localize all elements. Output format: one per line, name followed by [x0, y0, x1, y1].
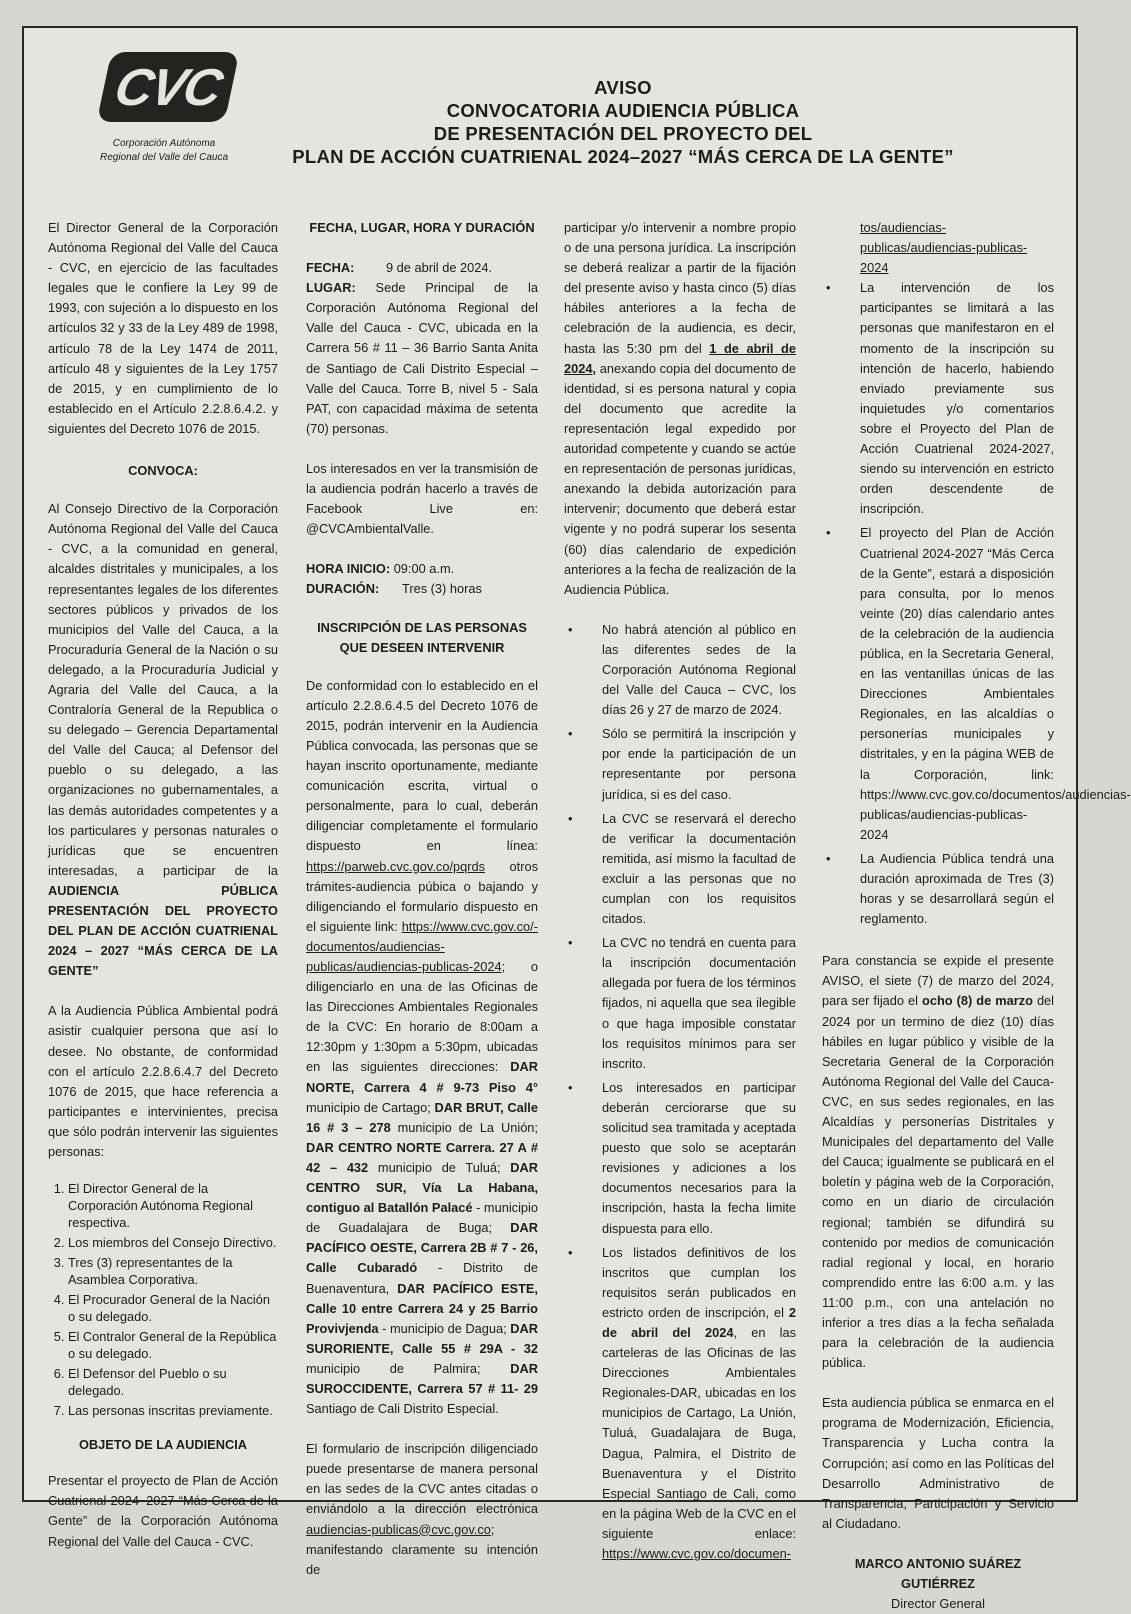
signatory-name: MARCO ANTONIO SUÁREZ GUTIÉRREZ — [854, 1555, 1022, 1591]
constancia-text: Para constancia se expide el presente AVISO, el siete (7) de marzo del 2024, para ser fijado el — [822, 953, 1054, 1009]
insc-text-3: ; o diligenciarlo en una de las Oficinas de las Direcciones Ambientales Regionales de la CVC: En horario de 8:00am a 12:30pm y 1:30pm a 5:30pm, ubicadas en las siguientes direcciones: — [306, 959, 538, 1075]
column-1 — [48, 218, 278, 1552]
column-4 — [822, 218, 1131, 1614]
convoca-heading: CONVOCA: — [128, 463, 198, 479]
convoca-paragraph — [48, 499, 278, 981]
insc-text-1: De conformidad con lo establecido en el artículo 2.2.8.6.4.5 del Decreto 1076 de 2015, podrán intervenir en la Audiencia Pública convocada, las personas que se hayan inscrito oportunamente, mediante comunicación escrita, virtual o personalmente, para lo cual, deberán diligenciar completamente el formulario dispuesto en línea: — [306, 677, 538, 854]
convoca-bold-text: AUDIENCIA PÚBLICA PRESENTACIÓN DEL PROYECTO DEL PLAN DE ACCIÓN CUATRIENAL 2024 – 2027 “MÁS CERCA DE LA GENTE” — [48, 882, 278, 979]
formulario-text: El formulario de inscripción diligenciado puede presentarse de manera personal en las sedes de la CVC antes citadas o enviándolo a la dirección electrónica — [306, 1441, 538, 1517]
participation-list — [822, 278, 1131, 929]
logo-line-2: Regional del Valle del Cauca — [99, 152, 229, 163]
header-line-3: DE PRESENTACIÓN DEL PROYECTO DEL — [433, 123, 813, 144]
column-3 — [564, 218, 796, 1568]
deadline-date: 1 de abril de 2024, — [564, 340, 796, 376]
objeto-paragraph: Presentar el proyecto de Plan de Acción Cuatrienal 2024–2027 “Más Cerca de la Gente” de la Corporación Autónoma Regional del Valle del Cauca - CVC. — [48, 1473, 278, 1549]
cvc-logo — [84, 52, 244, 174]
lugar-label: LUGAR: — [306, 280, 356, 296]
convoca-text: Al Consejo Directivo de la Corporación Autónoma Regional del Valle del Cauca - CVC, a la comunidad en general, alcaldes distritales y municipales, a los representantes legales de los diferentes sectores públicos y privados de los municipios del Valle del Cauca, a la Procuraduría General de la Nación o su delegado, a la Procuraduría Judicial y Agraria del Valle del Cauca, a la Contraloría General de la Republica o su delegado – Gerencia Departamental del Valle del Cauca; al Defensor del pueblo o su delegado, a las organizaciones no gubernamentales, a las demás autoridades competentes y a los particulares y personas naturales o jurídicas que se encuentren interesadas, a participar de la — [48, 501, 278, 878]
lugar-paragraph — [306, 278, 538, 439]
asistir-paragraph: A la Audiencia Pública Ambiental podrá asistir cualquier persona que así lo desee. No obstante, de conformidad con el artículo 2.2.8.6.4.7 del Decreto 1076 de 2015, que hace referencia a participantes e intervinientes, precisa que sólo podrán intervenir las siguientes personas: — [48, 1003, 278, 1160]
listados-date: 2 de abril del 2024 — [602, 1304, 796, 1340]
dar-suroccidente-city: Santiago de Cali Distrito Especial. — [306, 1401, 499, 1417]
logo-mark-text: CVC — [109, 59, 226, 117]
header-line-4: PLAN DE ACCIÓN CUATRIENAL 2024–2027 “MÁS CERCA DE LA GENTE” — [292, 146, 954, 167]
duracion-value: Tres (3) horas — [402, 581, 482, 597]
list-item: • No habrá atención al público en las diferentes sedes de la Corporación Autónoma Regional del Valle del Cauca – CVC, los días 26 y 27 de marzo de 2024. — [564, 620, 796, 720]
dar-pacifico-oeste-city: - Distrito de Buenaventura, — [306, 1260, 538, 1296]
fecha-row — [306, 258, 538, 278]
list-item: • Los interesados en participar deberán cerciorarse que su solicitud sea tramitada y aceptada puesto que solo se aceptarán revisiones y adiciones a los documentos necesarios para la inscripción, hasta la fecha limite dispuesta para ello. — [564, 1078, 796, 1239]
list-item: 5. El Contralor General de la República o su delegado. — [68, 1328, 278, 1362]
list-item — [564, 1243, 796, 1565]
formulario-text-2: ; manifestando claramente su intención de — [306, 1521, 538, 1577]
audiencias-link[interactable]: https://www.cvc.gov.co/-documentos/audiencias-publicas/audiencias-publicas-2024 — [306, 918, 538, 974]
dar-centro-norte-city: municipio de Tuluá; — [368, 1159, 511, 1175]
list-item: 1. El Director General de la Corporación Autónoma Regional respectiva. — [68, 1180, 278, 1231]
hora-label: HORA INICIO: — [306, 561, 391, 577]
link-continuation[interactable]: tos/audiencias-publicas/audiencias-publicas-2024 — [860, 220, 1028, 276]
constancia-paragraph — [822, 951, 1054, 1373]
constancia-text-2: del 2024 por un termino de diez (10) días hábiles en lugar público y visible de la Secretaria General de la Corporación Autónoma Regional del Valle del Cauca-CVC, en sus sedes regionales, en las Alcaldías y personerías Distritales y Municipales del departamento del Valle del Cauca; igualmente se publicará en el boletín y página web de la Corporación, como en un diario de circulación regional; también se difundirá su contenido por medios de comunicación radial regional y local, en horario comprendido entre las 6:00 a.m. y las 11:00 p.m., con una antelación no inferior a tres días a la fecha señalada para la celebración de la audiencia pública. — [822, 993, 1055, 1371]
dar-pacifico-oeste: DAR PACÍFICO OESTE, Carrera 2B # 7 - 26, Calle Cubaradó — [306, 1220, 538, 1276]
list-item: • La CVC se reservará el derecho de verificar la documentación remitida, así mismo la facultad de excluir a las personas que no cumplan con los requisitos citados. — [564, 809, 796, 930]
inscripcion-paragraph — [306, 676, 538, 1419]
listados-text: Los listados definitivos de los inscritos que cumplan los requisitos serán publicados en estricto orden de inscripción, el — [602, 1244, 796, 1320]
fecha-label: FECHA: — [306, 260, 355, 276]
list-item: • El proyecto del Plan de Acción Cuatrienal 2024-2027 “Más Cerca de la Gente”, estará a disposición para consulta, por lo menos veinte (20) días calendario antes de la celebración de la audiencia pública, en la Secretaria General, en las ventanillas únicas de las Direcciones Ambientales Regionales, en las alcaldías o personerías municipales y distritales, y en la página WEB de la Corporación, link: https://www.cvc.gov.co/documentos/audiencias-publicas/audiencias-publicas-2024 — [822, 523, 1054, 845]
dar-suroriente-city: municipio de Palmira; — [306, 1360, 511, 1376]
list-item: • La Audiencia Pública tendrá una duración aproximada de Tres (3) horas y se desarrollará según el reglamento. — [822, 849, 1054, 929]
list-item: • La intervención de los participantes se limitará a las personas que manifestaron en el momento de la inscripción su intención de hacerlo, habiendo enviado previamente sus inquietudes y/o comentarios sobre el Proyecto del Plan de Acción Cuatrienal 2024-2027, siendo su intervención en estricto orden descendente de inscripción. — [822, 278, 1054, 519]
dar-suroriente: DAR SURORIENTE, Calle 55 # 29A - 32 — [306, 1320, 538, 1356]
cvc-logo-mark — [97, 52, 240, 122]
dar-centro-norte: DAR CENTRO NORTE Carrera. 27 A # 42 – 432 — [306, 1139, 538, 1175]
list-item: 7. Las personas inscritas previamente. — [68, 1402, 278, 1419]
fecha-lugar-heading: FECHA, LUGAR, HORA Y DURACIÓN — [309, 220, 535, 235]
notice-header — [228, 76, 1018, 168]
hora-value: 09:00 a.m. — [393, 561, 455, 577]
lugar-value: Sede Principal de la Corporación Autónoma Regional del Valle del Cauca - CVC, ubicada en la Carrera 56 # 11 – 36 Barrio Santa Anita de Santiago de Cali Distrito Especial – Valle del Cauca. Torre B, nivel 5 - Sala PAT, con capacidad máxima de setenta (70) personas. — [306, 280, 539, 436]
logo-line-1: Corporación Autónoma — [112, 138, 216, 149]
list-item: 3. Tres (3) representantes de la Asamblea Corporativa. — [68, 1254, 278, 1288]
email-link[interactable]: audiencias-publicas@cvc.gov.co — [306, 1521, 491, 1537]
list-item: 4. El Procurador General de la Nación o su delegado. — [68, 1291, 278, 1325]
dar-norte: DAR NORTE, Carrera 4 # 9-73 Piso 4° — [306, 1059, 539, 1095]
dar-centro-sur-city: - municipio de Guadalajara de Buga; — [306, 1200, 538, 1236]
dar-brut-city: municipio de La Unión; — [390, 1119, 538, 1135]
objeto-heading: OBJETO DE LA AUDIENCIA — [78, 1437, 248, 1453]
list-item: 6. El Defensor del Pueblo o su delegado. — [68, 1365, 278, 1399]
header-aviso: AVISO — [594, 77, 652, 98]
duracion-label: DURACIÓN: — [306, 581, 380, 597]
conditions-list — [564, 620, 796, 1564]
insc-cont-text: participar y/o intervenir a nombre propio o de una persona jurídica. La inscripción se deberá realizar a partir de la fijación del presente aviso y hasta cinco (5) días hábiles anteriores a la fecha de celebración de la audiencia, es decir, hasta las 5:30 pm del — [564, 220, 796, 356]
inscripcion-cont-paragraph — [564, 218, 796, 600]
duracion-row — [306, 579, 538, 599]
fecha-value: 9 de abril de 2024. — [386, 260, 493, 276]
dar-norte-city: municipio de Cartago; — [306, 1099, 435, 1115]
dar-brut: DAR BRUT, Calle 16 # 3 – 278 — [306, 1099, 538, 1135]
listados-link[interactable]: https://www.cvc.gov.co/documen- — [602, 1546, 791, 1561]
insc-cont-text-2: anexando copia del documento de identidad, si es persona natural y copia del documento que acredite la representación legal expedido por autoridad competente y cuando se actúe en representación de personas jurídicas, anexando la debida autorización para intervenir; documento que deberá estar vigente y no podrá superar los sesenta (60) días calendario de expedición anteriores a la fecha de realización de la Audiencia Pública. — [564, 360, 796, 597]
marco-paragraph: Esta audiencia pública se enmarca en el programa de Modernización, Eficiencia, Transparencia y Lucha contra la Corrupción; así como en las Políticas del Desarrollo Administrativo de Transparencia, Participación y Servicio al Ciudadano. — [822, 1395, 1054, 1531]
inscripcion-heading: INSCRIPCIÓN DE LAS PERSONAS QUE DESEEN INTERVENIR — [317, 619, 527, 655]
dar-pacifico-este: DAR PACÍFICO ESTE, Calle 10 entre Carrera 24 y 25 Barrio Provivjenda — [306, 1280, 538, 1336]
pqrds-link[interactable]: https://parweb.cvc.gov.co/pqrds — [306, 858, 486, 874]
list-item: 2. Los miembros del Consejo Directivo. — [68, 1234, 278, 1251]
list-item: • La CVC no tendrá en cuenta para la inscripción documentación allegada por fuera de los términos fijados, ni aquella que sea ilegible o que haga imposible constatar los requisitos mínimos para ser inscrito. — [564, 933, 796, 1074]
list-item: • Sólo se permitirá la inscripción y por ende la participación de un representante por persona jurídica, si es del caso. — [564, 724, 796, 804]
insc-text-2: otros trámites-audiencia púbica o bajando y diligenciando el formulario dispuesto en el siguiente link: — [306, 858, 538, 934]
dar-centro-sur: DAR CENTRO SUR, Vía La Habana, contiguo al Batallón Palacé — [306, 1159, 538, 1216]
intro-paragraph: El Director General de la Corporación Autónoma Regional del Valle del Cauca - CVC, en ejercicio de las facultades legales que le confiere la Ley 99 de 1993, con sujeción a lo dispuesto en los artículos 32 y 33 de la Ley 489 de 1998, artículo 78 de la Ley 1474 de 2011, artículo 48 y siguientes de la Ley 1757 de 2015, y en cumplimiento de lo establecido en el Artículo 2.2.8.6.4.2. y siguientes del Decreto 1076 de 2015. — [48, 220, 278, 436]
dar-suroccidente: DAR SUROCCIDENTE, Carrera 57 # 11- 29 — [306, 1360, 538, 1396]
intervinientes-list — [48, 1180, 278, 1419]
header-line-2: CONVOCATORIA AUDIENCIA PÚBLICA — [446, 100, 800, 121]
signatory-role: Director General — [891, 1596, 985, 1612]
transmision-paragraph: Los interesados en ver la transmisión de la audiencia podrán hacerlo a través de Facebook Live en: @CVCAmbientalValle. — [306, 460, 538, 537]
listados-text-2: , en las carteleras de las Oficinas de las Direcciones Ambientales Regionales-DAR, ubicadas en los municipios de Cartago, La Unión, Tuluá, Guadalajara de Buga, Dagua, Palmira, el Distrito de Buenaventura y el Distrito Especial Santiago de Cali, como en la página Web de la CVC en el siguiente enlace: — [602, 1324, 796, 1541]
formulario-paragraph — [306, 1439, 538, 1580]
hora-row — [306, 559, 538, 579]
dar-pacifico-este-city: - municipio de Dagua; — [378, 1320, 511, 1336]
fijacion-date: ocho (8) de marzo — [922, 993, 1033, 1009]
column-2 — [306, 218, 538, 1580]
